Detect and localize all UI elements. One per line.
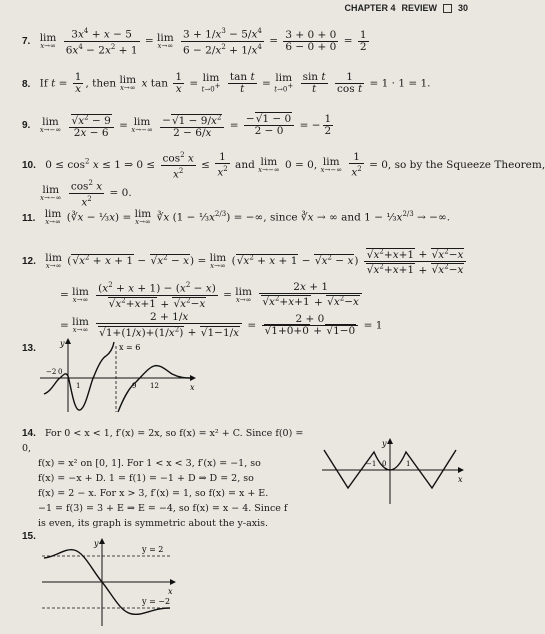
- asymptote-label: y = 2: [142, 545, 164, 554]
- x-axis-arrow-icon: [458, 467, 464, 473]
- y-axis-label: y: [94, 539, 99, 548]
- problem-11: 11. lim x→∞ (∛x − ⅓x) = lim x→∞ ∛x $(1 - \frac{1}{3}x^{2/3})$ = −∞, since ∛x → ∞ and $1 - \frac{1}{3}x^{2/3}$ → −∞.: [22, 208, 451, 226]
- problem-14-line: is even, its graph is symmetric about the y-axis.: [38, 518, 269, 529]
- problem-number: 9.: [22, 120, 31, 132]
- asymptote-label: y = −2: [142, 597, 171, 606]
- problem-14-line: f(x) = 2 − x. For x > 3, f′(x) = 1, so f(x) = x + E.: [38, 488, 269, 499]
- problem-14: [22, 426, 312, 531]
- problem-number: 8.: [22, 78, 31, 90]
- tick-label: 1: [76, 382, 81, 390]
- y-axis-arrow-icon: [99, 538, 105, 544]
- problem-14-graph: [318, 436, 468, 508]
- problem-7: 7. lim x→∞ $\frac{3x^4 + x - 5}{6x^4 - 2x^2 + 1}$ = lim x→∞ $\frac{3 + 1/x^3 - 5/x^4}{6 - 2/x^2 + 1/x^4}$ = $\frac{3 + 0 + 0}{6 - 0 + 0}$ = $\frac{1}{2}$: [22, 27, 367, 56]
- problem-12: 12. lim x→∞ $(√x^2 + x + 1 - √x^2 - x)$ = lim x→∞ $(√x^2 + x + 1 - √x^2 - x)$ $\frac{√x^2+x+1 + √x^2-x}{√x^2+x+1 + √x^2-x}$: [22, 246, 468, 276]
- curve-left: [44, 342, 114, 410]
- problem-14-line: f(x) = −x + D. 1 = f(1) = −1 + D ⇒ D = 2, so: [38, 473, 254, 484]
- x-axis-arrow-icon: [190, 375, 196, 381]
- page-header: [344, 0, 468, 16]
- tick-label: −2: [46, 368, 57, 376]
- y-axis-label: y: [60, 339, 65, 348]
- problem-number: 13.: [22, 343, 36, 354]
- tick-label: 0: [58, 368, 63, 376]
- problem-number: 15.: [22, 531, 36, 542]
- x-axis-label: x: [168, 587, 173, 596]
- problem-10: 10. $0 \le \cos^2 x \le 1$ ⇒ 0 ≤ $\frac{\cos^2 x}{x^2}$ ≤ $\frac{1}{x^2}$ and lim x→−∞ 0 = 0, lim x→−∞ $\frac{1}{x^2}$ = 0, so by the Squeeze Theorem,: [22, 150, 545, 180]
- problem-number: 11.: [22, 212, 36, 224]
- problem-8: 8. If t = $\frac{1}{x}$ , then lim x→∞ x tan $\frac{1}{x}$ = lim t→0+ $\frac{\text{tan t}}{t}$ = lim t→0+ $\frac{\text{sin t}}{t}$ $\frac{1}{\text{cos t}}$ = 1 · 1 = 1.: [22, 71, 431, 95]
- x-axis-label: x: [458, 475, 463, 484]
- problem-12-step3: = lim x→∞ $\frac{2 + 1/x}{√1+(1/x)+(1/x^2) + √1-1/x}$ = $\frac{2 + 0}{√1+0+0 + √1-0}$ = 1: [60, 311, 383, 339]
- problem-13: [22, 342, 42, 355]
- page-number: 30: [457, 3, 468, 13]
- tick-label: 9: [132, 382, 137, 390]
- tick-label: −1: [366, 460, 377, 468]
- problem-12-step2: = lim x→∞ $\frac{(x^2 + x + 1) - (x^2 - x)}{√x^2+x+1 + √x^2-x}$ = lim x→∞ $\frac{2x + 1}{√x^2+x+1 + √x^2-x}$: [60, 280, 364, 310]
- y-axis-label: y: [382, 439, 387, 448]
- problem-number: 14.: [22, 428, 36, 439]
- section-label: REVIEW: [401, 3, 437, 13]
- problem-number: 10.: [22, 160, 36, 171]
- header-square-icon: [443, 4, 452, 13]
- tick-label: 1: [406, 460, 411, 468]
- problem-14-line: f(x) = x² on [0, 1]. For 1 < x < 3, f′(x) = −1, so: [38, 458, 261, 469]
- y-axis-arrow-icon: [65, 338, 71, 344]
- problem-13-graph: [40, 336, 200, 414]
- problem-14-line: −1 = f(3) = 3 + E ⇒ E = −4, so f(x) = x − 4. Since f: [38, 503, 288, 514]
- problem-15: [22, 530, 42, 543]
- x-axis-arrow-icon: [170, 579, 176, 585]
- chapter-label: CHAPTER 4: [344, 3, 396, 13]
- problem-number: 12.: [22, 256, 36, 267]
- tick-label: 12: [150, 382, 159, 390]
- y-axis-arrow-icon: [387, 438, 393, 444]
- x-axis-label: x: [190, 383, 195, 392]
- problem-14-line: For 0 < x < 1, f′(x) = 2x, so f(x) = x² + C. Since f(0) = 0,: [22, 428, 304, 454]
- tick-label: 0: [382, 460, 387, 468]
- asymptote-label: x = 6: [119, 343, 141, 352]
- problem-15-graph: [40, 536, 180, 628]
- problem-10-conclusion: lim x→−∞ $\frac{\cos^2 x}{x^2}$ = 0.: [40, 179, 132, 208]
- problem-9: 9. lim x→−∞ $\frac{√x^2 - 9}{2x - 6}$ = lim x→−∞ $\frac{-√1 - 9/x^2}{2 - 6/x}$ = $\frac{-√1 - 0}{2 - 0}$ = − $\frac{1}{2}$: [22, 112, 332, 139]
- problem-number: 7.: [22, 36, 31, 47]
